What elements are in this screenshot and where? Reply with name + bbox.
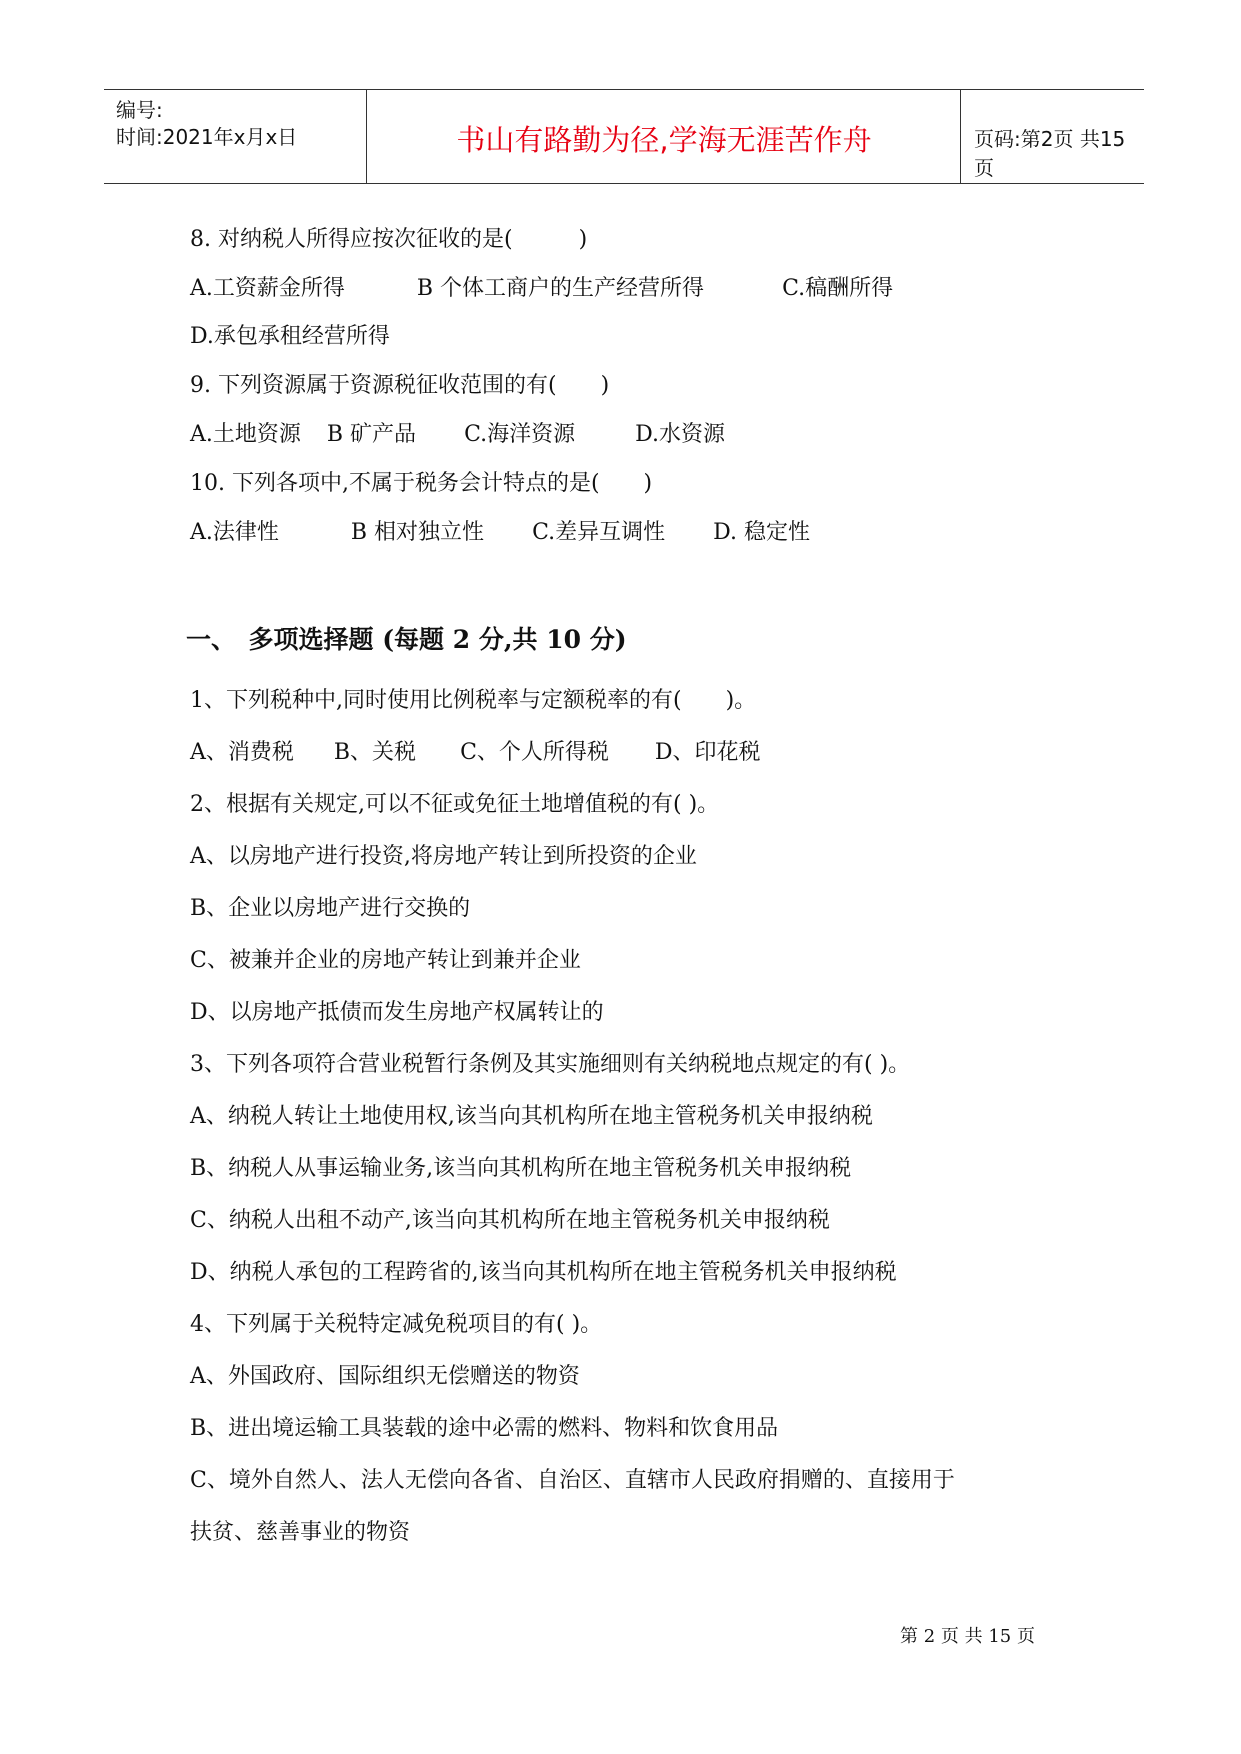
question-option-line: B、企业以房地产进行交换的 (190, 896, 471, 921)
question-option-line: 扶贫、慈善事业的物资 (190, 1520, 411, 1545)
option: C.海洋资源 (464, 422, 576, 447)
question-option-line: C、纳税人出租不动产,该当向其机构所在地主管税务机关申报纳税 (190, 1208, 830, 1233)
option: C.差异互调性 (532, 520, 666, 545)
question-options-row (190, 417, 725, 448)
question-option-line: B、纳税人从事运输业务,该当向其机构所在地主管税务机关申报纳税 (190, 1156, 852, 1181)
option: B 矿产品 (326, 422, 417, 447)
question-options-row (190, 735, 761, 766)
option: A.工资薪金所得 (190, 276, 345, 301)
page-footer: 第 2 页 共 15 页 (900, 1626, 1035, 1647)
question-option-line: C、被兼并企业的房地产转让到兼并企业 (190, 948, 581, 973)
question-stem: 2、根据有关规定,可以不征或免征土地增值税的有( )。 (190, 792, 720, 817)
header-left-cell (104, 90, 367, 183)
option: A、消费税 (190, 740, 294, 765)
question-option-line: B、进出境运输工具装载的途中必需的燃料、物料和饮食用品 (190, 1416, 779, 1441)
question-stem: 3、下列各项符合营业税暂行条例及其实施细则有关纳税地点规定的有( )。 (190, 1052, 911, 1077)
question-option-line: D.承包承租经营所得 (190, 324, 390, 349)
option: C.稿酬所得 (782, 276, 894, 301)
question-option-line: A、外国政府、国际组织无偿赠送的物资 (190, 1364, 580, 1389)
option: C、个人所得税 (460, 740, 609, 765)
question-stem: 10. 下列各项中,不属于税务会计特点的是( ) (190, 471, 653, 496)
question-option-line: A、纳税人转让土地使用权,该当向其机构所在地主管税务机关申报纳税 (190, 1104, 873, 1129)
option: A.土地资源 (190, 422, 301, 447)
question-option-line: C、境外自然人、法人无偿向各省、自治区、直辖市人民政府捐赠的、直接用于 (190, 1468, 955, 1493)
option: B 个体工商户的生产经营所得 (416, 276, 705, 301)
question-stem: 1、下列税种中,同时使用比例税率与定额税率的有( )。 (190, 688, 757, 713)
question-stem: 9. 下列资源属于资源税征收范围的有( ) (190, 373, 610, 398)
page-code: 页码:第2页 共15页 (974, 127, 1126, 180)
section-title: 一、 多项选择题 (每题 2 分,共 10 分) (186, 625, 627, 654)
number-label: 编号: (116, 98, 163, 122)
question-options-row (190, 515, 810, 546)
question-options-row (190, 271, 893, 302)
option: D.水资源 (635, 422, 725, 447)
header-right-cell (962, 90, 1144, 183)
question-option-line: A、以房地产进行投资,将房地产转让到所投资的企业 (190, 844, 697, 869)
option: A.法律性 (190, 520, 279, 545)
option: B 相对独立性 (350, 520, 485, 545)
motto: 书山有路勤为径,学海无涯苦作舟 (456, 123, 872, 157)
question-option-line: D、以房地产抵债而发生房地产权属转让的 (190, 1000, 604, 1025)
option: D、印花税 (654, 740, 761, 765)
option: B、关税 (333, 740, 417, 765)
option: D. 稳定性 (713, 520, 810, 545)
header-motto-cell (368, 90, 961, 183)
time-label: 时间:2021年x月x日 (116, 125, 298, 149)
question-stem: 8. 对纳税人所得应按次征收的是( ) (190, 227, 588, 252)
question-stem: 4、下列属于关税特定减免税项目的有( )。 (190, 1312, 603, 1337)
page-header (104, 89, 1144, 184)
question-option-line: D、纳税人承包的工程跨省的,该当向其机构所在地主管税务机关申报纳税 (190, 1260, 897, 1285)
